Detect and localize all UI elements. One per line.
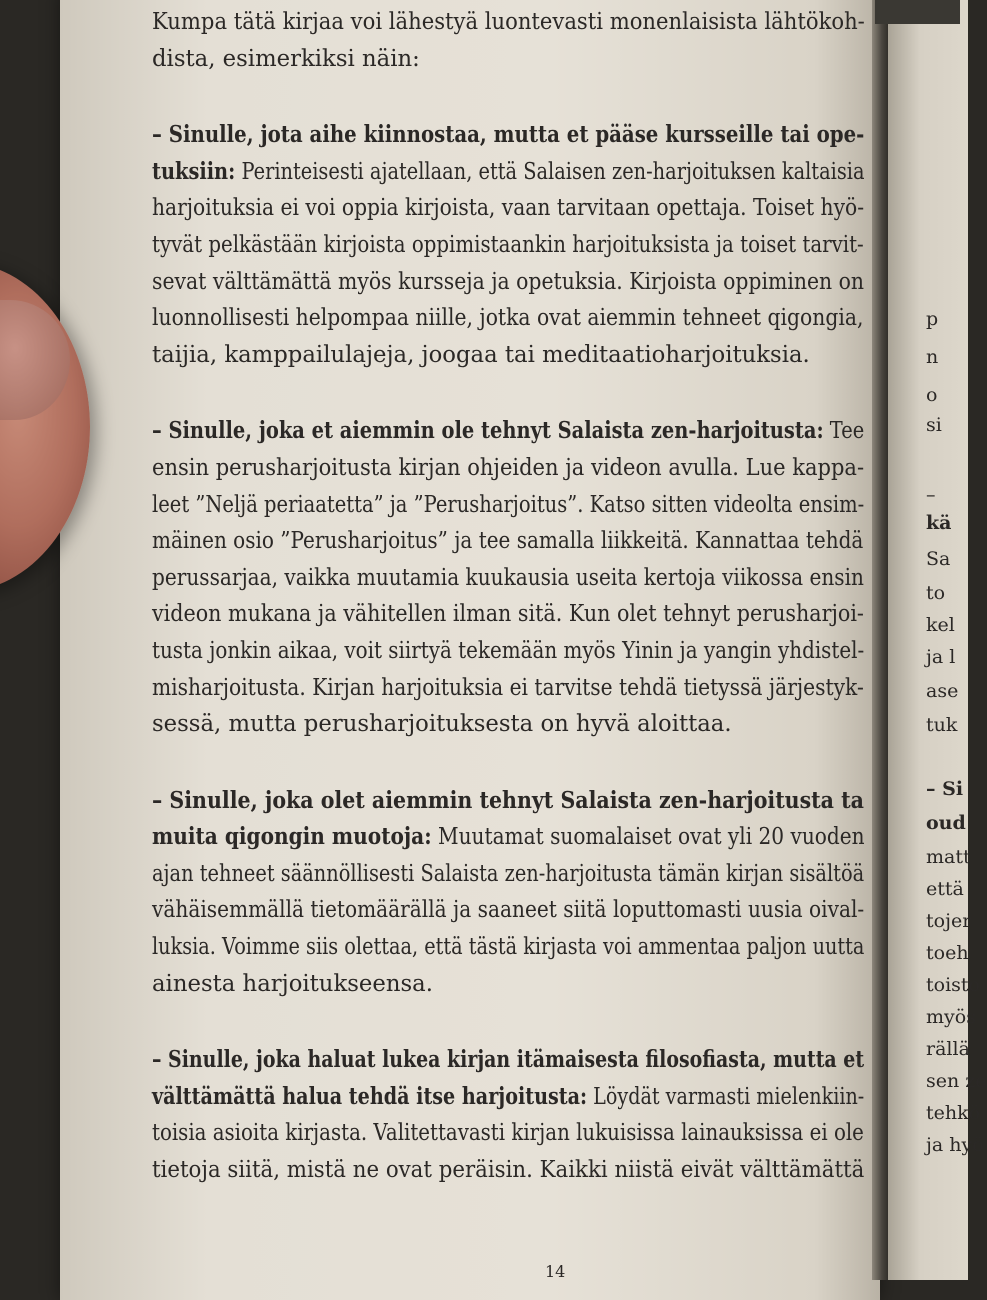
facing-page-fragment: p xyxy=(926,308,939,330)
line-text: mäinen osio ”Perusharjoitus” ja tee samalla liikkeitä. Kannattaa tehdä xyxy=(152,528,864,555)
bold-lead: – Sinulle, joka olet aiemmin tehnyt Salaista zen-harjoitusta ta xyxy=(152,786,864,814)
text-line xyxy=(152,117,865,154)
line-text: ainesta harjoitukseensa. xyxy=(152,970,433,997)
text-line xyxy=(152,1042,865,1079)
facing-page-fragment: ja hyö xyxy=(926,1134,984,1156)
text-line xyxy=(152,1152,865,1189)
line-text: misharjoitusta. Kirjan harjoituksia ei tarvitse tehdä tietyssä järjestyk- xyxy=(152,674,864,701)
facing-page-fragment: tojer xyxy=(926,910,972,932)
paragraph-gap xyxy=(152,373,872,413)
text-line xyxy=(152,450,865,487)
facing-page-fragment: rällä xyxy=(926,1038,970,1060)
line-text: sevat välttämättä myös kursseja ja opetuksia. Kirjoista oppiminen on xyxy=(152,268,865,295)
background-strip xyxy=(875,0,960,24)
line-text: sessä, mutta perusharjoituksesta on hyvä aloittaa. xyxy=(152,711,732,738)
text-line xyxy=(152,892,865,929)
text-line xyxy=(152,523,864,560)
line-text: luksia. Voimme siis olettaa, että tästä kirjasta voi ammentaa paljon uutta xyxy=(152,934,865,961)
line-text: leet ”Neljä periaatetta” ja ”Perusharjoitus”. Katso sitten videolta ensim- xyxy=(152,491,865,518)
facing-page-fragment: – Si xyxy=(926,778,964,800)
facing-page-fragment: Sa xyxy=(926,548,951,570)
facing-page-fragment: tehkö xyxy=(926,1102,981,1124)
facing-page-fragment: matt xyxy=(926,846,971,868)
text-line xyxy=(152,227,864,264)
line-text: Kumpa tätä kirjaa voi lähestyä luontevasti monenlaisista lähtökoh- xyxy=(152,9,865,35)
facing-page-fragment: oud xyxy=(926,812,966,834)
text-line xyxy=(152,966,864,1003)
bold-lead: välttämättä halua tehdä itse harjoitusta: xyxy=(152,1082,588,1110)
line-text: Perinteisesti ajatellaan, että Salaisen zen-harjoituksen kaltaisia xyxy=(235,158,865,185)
text-line xyxy=(152,154,865,191)
page-text xyxy=(152,4,872,1189)
facing-page-fragment: si xyxy=(926,414,942,436)
facing-page-fragment: ja l xyxy=(926,646,956,668)
bold-lead: – Sinulle, joka et aiemmin ole tehnyt Salaista zen-harjoitusta: xyxy=(152,417,824,445)
facing-page-fragment: sen ze xyxy=(926,1070,987,1092)
text-line xyxy=(152,856,865,893)
text-line xyxy=(152,487,865,524)
text-line xyxy=(152,1115,864,1152)
text-line xyxy=(152,560,864,597)
text-line xyxy=(152,596,864,633)
facing-page-fragment: tuk xyxy=(926,714,958,736)
text-line xyxy=(152,337,864,374)
line-text: toisia asioita kirjasta. Valitettavasti kirjan lukuisissa lainauksissa ei ole xyxy=(152,1120,864,1147)
paragraph-gap xyxy=(152,1002,872,1042)
text-line xyxy=(152,300,864,337)
bold-lead: – Sinulle, joka haluat lukea kirjan itämaisesta filosofiasta, mutta et xyxy=(152,1046,865,1074)
bold-lead: – Sinulle, jota aihe kiinnostaa, mutta et pääse kursseille tai ope- xyxy=(152,121,865,149)
page-number: 14 xyxy=(545,1262,566,1281)
line-text: tietoja siitä, mistä ne ovat peräisin. Kaikki niistä eivät välttämättä xyxy=(152,1157,865,1184)
text-line xyxy=(152,783,864,820)
text-line xyxy=(152,819,865,856)
line-text: videon mukana ja vähitellen ilman sitä. Kun olet tehnyt perusharjoi- xyxy=(152,601,864,628)
text-line xyxy=(152,1079,865,1116)
text-line xyxy=(152,190,865,227)
facing-page-fragment: myös xyxy=(926,1006,976,1028)
line-text: harjoituksia ei voi oppia kirjoista, vaan tarvitaan opettaja. Toiset hyö- xyxy=(152,195,865,222)
facing-page-fragment: kel xyxy=(926,614,955,636)
line-text: luonnollisesti helpompaa niille, jotka ovat aiemmin tehneet qigongia, xyxy=(152,305,864,332)
line-text: perussarjaa, vaikka muutamia kuukausia useita kertoja viikossa ensin xyxy=(152,564,864,591)
text-line xyxy=(152,4,865,41)
line-text: ajan tehneet säännöllisesti Salaista zen-harjoitusta tämän kirjan sisältöä xyxy=(152,860,865,887)
line-text: tyvät pelkästään kirjoista oppimistaankin harjoituksista ja toiset tarvit- xyxy=(152,231,864,258)
facing-page-fragment: toeh xyxy=(926,942,969,964)
facing-page-fragment: n xyxy=(926,346,939,368)
facing-page-fragment: kä xyxy=(926,512,952,534)
line-text: Löydät varmasti mielenkiin- xyxy=(587,1083,865,1110)
text-line xyxy=(152,670,864,707)
text-line xyxy=(152,633,865,670)
facing-page-fragment: – xyxy=(926,484,936,506)
text-line xyxy=(152,929,865,966)
text-line xyxy=(152,41,864,78)
line-text: taijia, kamppailulajeja, joogaa tai meditaatioharjoituksia. xyxy=(152,341,810,368)
text-line xyxy=(152,264,865,301)
line-text: vähäisemmällä tietomäärällä ja saaneet siitä loputtomasti uusia oival- xyxy=(152,897,865,924)
text-line xyxy=(152,706,864,743)
line-text: dista, esimerkiksi näin: xyxy=(152,45,420,72)
line-text: Muutamat suomalaiset ovat yli 20 vuoden xyxy=(431,824,865,851)
facing-page-fragment: o xyxy=(926,384,938,406)
paragraph-gap xyxy=(152,77,872,117)
facing-page-fragment: että xyxy=(926,878,964,900)
facing-page-fragment: toisto xyxy=(926,974,980,996)
paragraph-gap xyxy=(152,743,872,783)
line-text: ensin perusharjoitusta kirjan ohjeiden ja videon avulla. Lue kappa- xyxy=(152,454,865,481)
bold-lead: muita qigongin muotoja: xyxy=(152,823,432,851)
text-line xyxy=(152,413,865,450)
facing-page-fragment: to xyxy=(926,582,946,604)
line-text: tusta jonkin aikaa, voit siirtyä tekemään myös Yinin ja yangin yhdistel- xyxy=(152,637,865,664)
facing-page-fragment: ase xyxy=(926,680,959,702)
bold-lead: tuksiin: xyxy=(152,157,236,185)
line-text: Tee xyxy=(823,418,865,445)
